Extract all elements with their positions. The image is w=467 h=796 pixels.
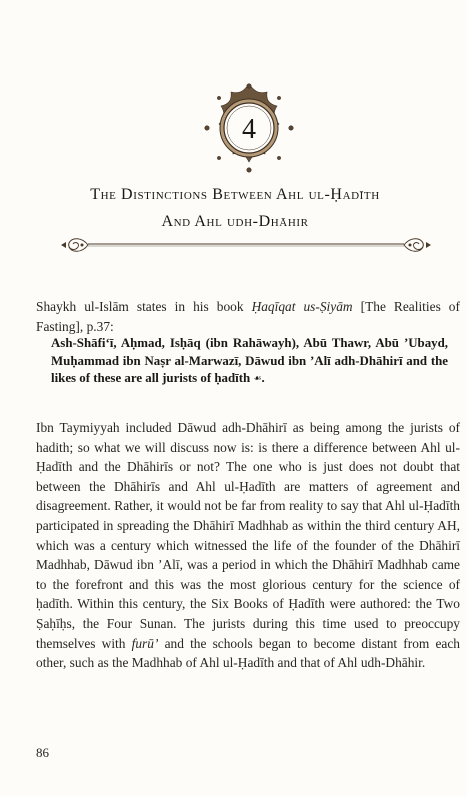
body-text-part-1: Ibn Taymiyyah included Dāwud adh-Dhāhirī as being among the jurists of hadith; so what we will discuss now is: is there a difference between Ahl ul-Ḥadīth and the Dhāhirīs or not? The one who is just does not doubt that between the Dhāhirīs and Ahl ul-Ḥadīth are matters of agreement and disagreement. Rather, it would not be far from reality to say that Ahl ul-Ḥadīth participated in spreading the Dhāhirī Madhhab as within the third century AH, which was a century which witnessed the life of the founder of the Dhāhirī Madhhab, Dāwud ibn ’Alī, was a period in which the Dhāhirī Madhhab came to the forefront and this was the most glorious century for the science of ḥadīth. Within this century, the Six Books of Ḥadīth were authored: the Two Ṣaḥīḥs, the Four Sunan. The jurists during this time used to preoccupy themselves with: [36, 420, 460, 651]
chapter-title: [20, 181, 450, 235]
chapter-emblem: [203, 82, 295, 174]
body-italic-term: furū’: [131, 635, 159, 651]
honorific-glyph-icon: ☙: [253, 373, 262, 384]
quote-text: Ash-Shāfi‘ī, Aḥmad, Isḥāq (ibn Rahāwayh), Abū Thawr, Abū ’Ubayd, Muḥammad ibn Naṣr al-Marwazī, Dāwud ibn ’Alī adh-Dhāhirī and the likes of these are all jurists of ḥadīth: [51, 336, 448, 386]
flourish-divider-icon: [58, 232, 434, 256]
body-paragraph: [36, 418, 460, 673]
chapter-number: 4: [242, 114, 256, 145]
intro-text-before: Shaykh ul-Islām states in his book: [36, 299, 252, 314]
divider-ornament: [58, 232, 434, 256]
book-title: Ḥaqīqat us-Ṣiyām: [251, 299, 353, 314]
chapter-title-line-1: The Distinctions Between Ahl ul-Ḥadīth: [90, 186, 380, 203]
body-text-part-2: and the schools began to become distant from each other, such as the Madhhab of Ahl ul-Ḥadīth and that of Ahl udh-Dhāhir.: [36, 635, 460, 671]
chapter-title-line-2: And Ahl udh-Dhāhir: [161, 213, 309, 230]
ornamental-rosette-icon: [203, 82, 295, 174]
intro-text-after: [The Realities of Fasting], p.37:: [36, 299, 460, 334]
intro-paragraph: [36, 297, 460, 336]
block-quote: Ash-Shāfi‘ī, Aḥmad, Isḥāq (ibn Rahāwayh), Abū Thawr, Abū ’Ubayd, Muḥammad ibn Naṣr al-Marwazī, Dāwud ibn ’Alī adh-Dhāhirī and the likes of these are all jurists of ḥadīth ☙.: [51, 336, 448, 386]
page-number: 86: [36, 745, 49, 760]
